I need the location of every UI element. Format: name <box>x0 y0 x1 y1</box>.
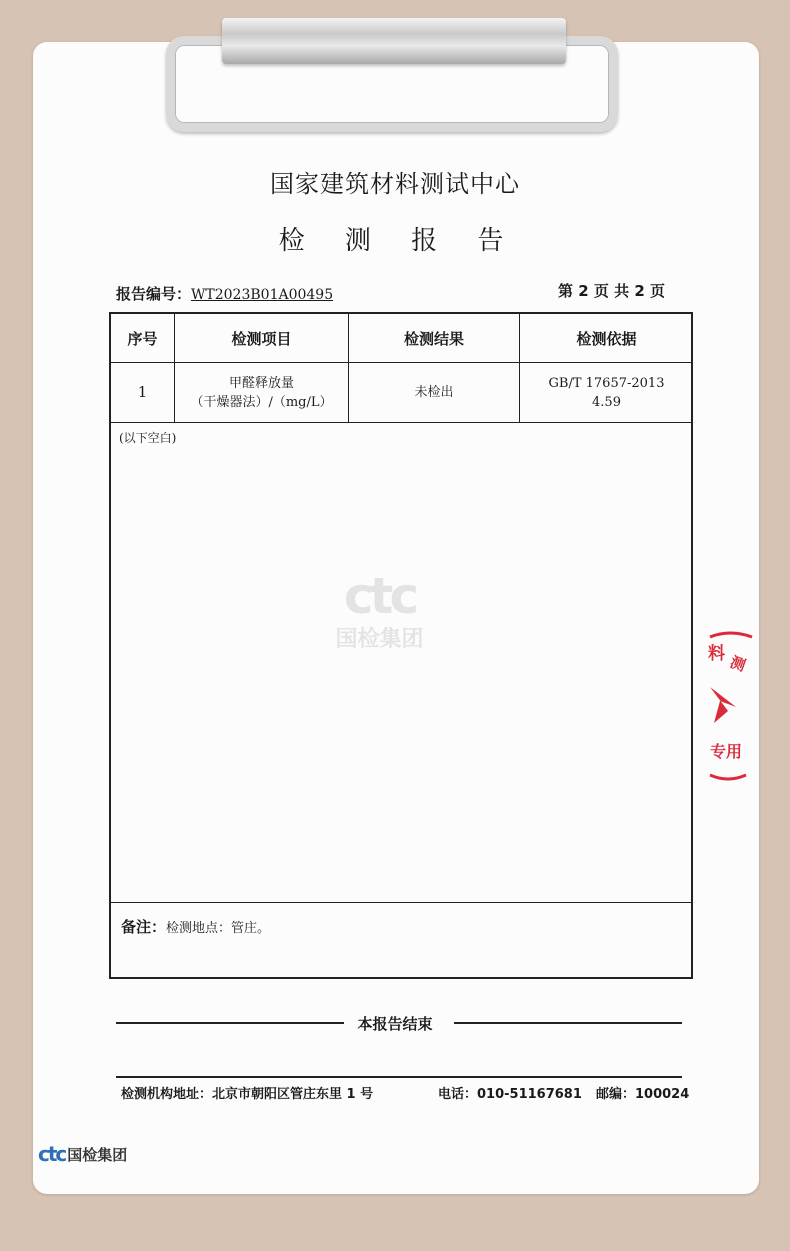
footer-address: 检测机构地址：北京市朝阳区管庄东里 1 号 <box>121 1087 374 1102</box>
footer-phone: 电话：010-51167681 <box>438 1087 582 1102</box>
row-item-method: （干燥器法）/（mg/L） <box>190 394 333 410</box>
end-line-right <box>454 1022 682 1024</box>
remark-text: 检测地点：管庄。 <box>166 921 271 936</box>
row-no: 1 <box>137 383 148 401</box>
row-result: 未检出 <box>414 385 454 400</box>
row-item <box>175 363 348 422</box>
end-of-report: 本报告结束 <box>357 1015 433 1033</box>
header-result: 检测结果 <box>403 329 464 348</box>
stamp-graphic <box>700 625 760 785</box>
stamp-text-top: 料 <box>708 644 725 664</box>
brand-logo: ctc <box>38 1142 66 1166</box>
stamp-star <box>710 687 736 723</box>
table-row-rule <box>111 422 693 423</box>
clipboard-clip-bar <box>222 18 566 64</box>
footer-rule <box>116 1076 682 1078</box>
brand-name: 国检集团 <box>67 1145 128 1164</box>
watermark-text: 国检集团 <box>335 627 424 652</box>
table-remark-rule <box>111 902 693 903</box>
watermark-logo: ctc <box>343 567 416 625</box>
footer-postcode: 邮编：100024 <box>596 1087 690 1102</box>
header-basis: 检测依据 <box>576 329 637 348</box>
stamp-text-top2: 测 <box>727 652 749 675</box>
row-basis-standard: GB/T 17657-2013 <box>548 375 665 391</box>
blank-note: (以下空白) <box>119 431 177 445</box>
org-title: 国家建筑材料测试中心 <box>270 170 520 198</box>
row-basis <box>520 363 693 422</box>
header-no: 序号 <box>127 329 158 348</box>
remark <box>121 916 270 937</box>
stamp-text-bottom: 专用 <box>710 742 743 761</box>
row-item-name: 甲醛释放量 <box>228 375 294 391</box>
results-table <box>109 312 693 979</box>
report-title: 检 测 报 告 <box>278 226 520 256</box>
header-item: 检测项目 <box>231 329 292 348</box>
brand-mark <box>38 1142 127 1166</box>
row-basis-clause: 4.59 <box>592 394 621 410</box>
report-number <box>116 283 333 304</box>
remark-label: 备注： <box>121 918 167 936</box>
page-info: 第 2 页 共 2 页 <box>558 282 665 300</box>
report-number-label: 报告编号： <box>116 285 192 303</box>
report-number-value: WT2023B01A00495 <box>191 287 334 303</box>
official-stamp-fragment <box>700 625 760 785</box>
watermark <box>322 567 437 653</box>
